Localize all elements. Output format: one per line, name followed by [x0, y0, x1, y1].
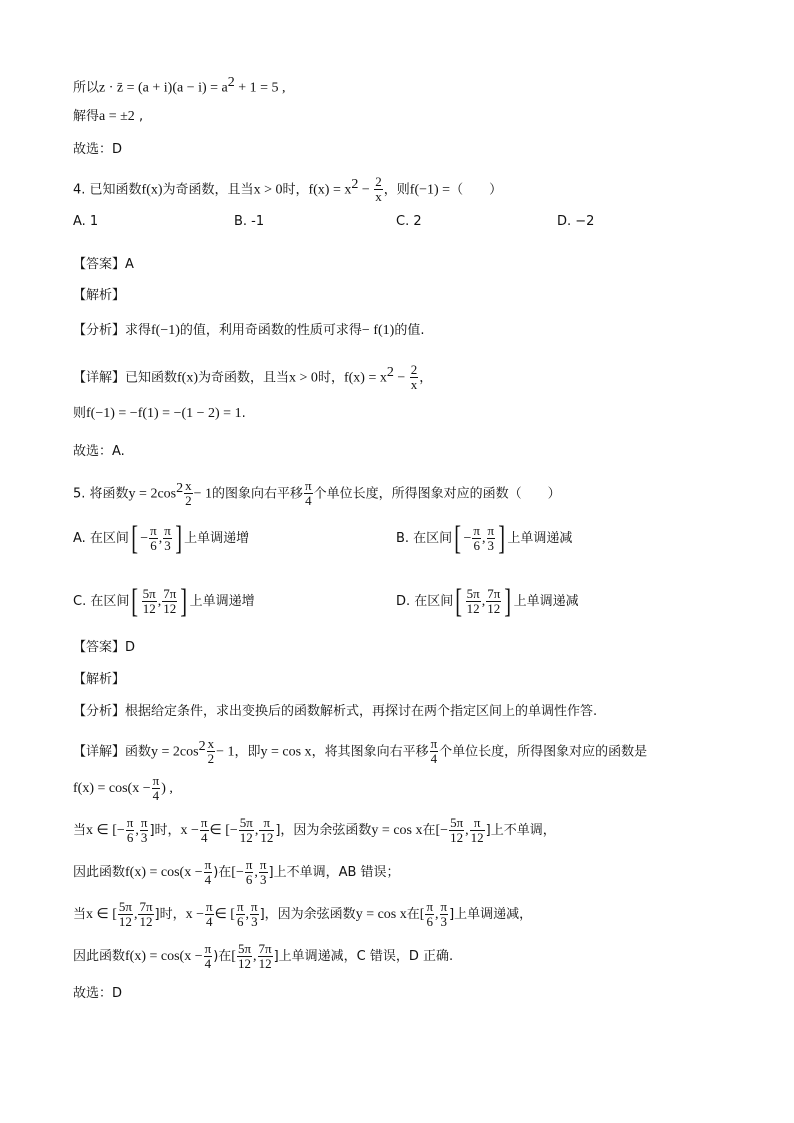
math: −: [140, 531, 149, 546]
q4-option-d: D. −2: [557, 214, 595, 229]
fraction: [304, 479, 313, 508]
fraction: [149, 524, 158, 553]
text: )在: [213, 949, 232, 964]
text: 上单调递增: [189, 594, 255, 609]
text: ]上单调递减，: [449, 907, 533, 922]
fraction: [138, 900, 153, 929]
denominator: 12: [118, 914, 132, 929]
text: 【详解】函数: [73, 744, 152, 760]
q3-choose: 故选：D: [73, 142, 123, 157]
numerator: π: [305, 478, 312, 494]
text: ,: [134, 109, 144, 124]
text: )在: [213, 865, 232, 880]
numerator: π: [259, 816, 274, 831]
denominator: 4: [204, 956, 212, 971]
comma: ,: [481, 594, 486, 609]
q5-fenxi: 【分析】根据给定条件，求出变换后的函数解析式，再探讨在两个指定区间上的单调性作答.: [73, 704, 598, 719]
comma: ,: [157, 594, 162, 609]
text: ]时，: [149, 823, 181, 838]
fraction: [410, 363, 419, 392]
numerator: 7π: [258, 941, 272, 956]
math: y = cos x: [260, 744, 312, 760]
numerator: 5π: [239, 815, 253, 830]
fraction: [118, 900, 133, 929]
math: f(x) = cos(x −: [125, 865, 203, 880]
numerator: 2: [375, 174, 382, 190]
math: ∈ [−: [209, 823, 238, 838]
text: 时，: [282, 182, 309, 198]
denominator: 4: [200, 830, 208, 845]
text: D. 在区间: [396, 594, 454, 609]
fraction: [184, 479, 193, 508]
numerator: π: [204, 941, 212, 956]
numerator: π: [426, 899, 434, 914]
denominator: 3: [140, 830, 148, 845]
bracket: ]: [175, 519, 182, 557]
denominator: 6: [473, 538, 480, 553]
blank-paren: （ ）: [450, 182, 503, 198]
text: ]上不单调，: [485, 823, 556, 838]
exponent: 2: [198, 739, 206, 754]
comma: ,: [245, 907, 250, 922]
q5-detail-4: [73, 856, 400, 890]
text: 所以: [73, 80, 100, 96]
text: ，将其图象向右平移: [311, 744, 429, 760]
numerator: π: [140, 815, 148, 830]
math-fx: f(x): [141, 182, 163, 198]
q4-option-c: C. 2: [396, 214, 422, 229]
math: ∈ [: [214, 907, 235, 922]
numerator: π: [200, 815, 208, 830]
numerator: 7π: [487, 586, 501, 601]
text: 4. 已知函数: [73, 182, 142, 198]
text: 【分析】求得: [73, 323, 152, 338]
minus: −: [393, 370, 409, 386]
q5-detail-2: [73, 772, 173, 806]
text: 为奇函数，且当: [162, 182, 254, 198]
fraction: [126, 816, 135, 845]
math: f(x) = cos(x −: [125, 949, 203, 964]
comma: ,: [135, 823, 139, 838]
denominator: 12: [487, 601, 501, 616]
q4-option-a: A. 1: [73, 214, 99, 229]
q4-calc: [73, 405, 246, 423]
math: f(x): [177, 370, 199, 386]
text: ]时，: [154, 907, 186, 922]
math: f(−1): [151, 323, 180, 338]
q4-fenxi: [73, 322, 424, 340]
comma: ,: [465, 823, 469, 838]
numerator: π: [150, 523, 157, 538]
bracket: ]: [180, 582, 188, 620]
text: 当: [73, 907, 87, 922]
math: y = 2cos: [128, 486, 177, 502]
q5-option-b: [396, 518, 572, 560]
text: ]上不单调，AB 错误；: [268, 865, 400, 880]
text: ]上单调递减，C 错误，D 正确.: [273, 949, 454, 964]
fraction: [374, 175, 383, 204]
fraction: [205, 900, 214, 929]
fraction: [142, 587, 157, 616]
text: ]，因为余弦函数: [259, 907, 356, 922]
q4-analysis-heading: 【解析】: [73, 288, 126, 303]
text: 时，: [317, 370, 344, 386]
denominator: 3: [487, 538, 495, 553]
denominator: 12: [139, 914, 153, 929]
text: 为奇函数，且当: [198, 370, 290, 386]
math: − f(1): [361, 323, 395, 338]
text: ]，因为余弦函数: [275, 823, 372, 838]
fraction: [259, 858, 268, 887]
numerator: π: [236, 899, 244, 914]
fraction: [466, 587, 481, 616]
text: 的值.: [394, 323, 425, 338]
comma: ,: [158, 531, 163, 546]
math: x ∈ [−: [86, 823, 125, 838]
numerator: π: [487, 523, 495, 538]
numerator: π: [251, 899, 258, 914]
q5-choose: 故选：D: [73, 986, 123, 1001]
text: 因此函数: [73, 949, 126, 964]
comma: ,: [482, 531, 486, 546]
text: .: [241, 406, 246, 421]
math: y = cos x: [355, 907, 407, 922]
math: [: [231, 949, 236, 964]
numerator: π: [440, 899, 448, 914]
text: 当: [73, 823, 87, 838]
numerator: π: [470, 816, 485, 831]
text: 【详解】已知函数: [73, 370, 178, 386]
math: − 1: [193, 486, 213, 502]
fraction: [162, 587, 177, 616]
numerator: 7π: [163, 586, 177, 601]
fraction: [245, 858, 254, 887]
denominator: 4: [206, 914, 213, 929]
bracket: [: [131, 582, 139, 620]
text: 解得: [73, 109, 100, 124]
numerator: π: [164, 523, 171, 538]
text: 上单调递减: [507, 531, 573, 546]
q5-option-c: [73, 581, 255, 623]
q5-detail-3: [73, 814, 556, 848]
numerator: 5π: [118, 899, 132, 914]
fraction: [239, 816, 254, 845]
bracket: [: [131, 519, 138, 557]
numerator: x: [185, 478, 192, 494]
text: 5. 将函数: [73, 486, 129, 502]
math: [−: [231, 865, 244, 880]
comma: ,: [133, 907, 138, 922]
denominator: 2: [185, 493, 192, 509]
q3-line-solve: [73, 108, 143, 126]
text: 则: [73, 406, 87, 421]
denominator: 3: [259, 872, 267, 887]
q5-analysis-heading: 【解析】: [73, 672, 126, 687]
text: ，则: [383, 182, 410, 198]
numerator: π: [206, 899, 213, 914]
math: [−: [435, 823, 449, 838]
fraction: [425, 900, 434, 929]
fraction: [430, 737, 439, 766]
comma: ,: [254, 823, 259, 838]
fraction: [259, 816, 274, 845]
fraction: [440, 900, 449, 929]
fraction: [472, 524, 481, 553]
text: 因此函数: [73, 865, 126, 880]
math: −: [463, 531, 472, 546]
numerator: 5π: [466, 586, 480, 601]
fraction: [258, 942, 273, 971]
text: 上单调递减: [513, 594, 579, 609]
math: x > 0: [289, 370, 318, 386]
exponent: 2: [227, 75, 235, 90]
q5-option-d: [396, 581, 579, 623]
exponent: 2: [176, 481, 184, 496]
fraction: [449, 816, 464, 845]
minus: −: [358, 182, 374, 198]
math: f(x) = x: [343, 370, 387, 386]
text: A. 在区间: [73, 531, 129, 546]
denominator: 12: [163, 601, 177, 616]
denominator: 3: [251, 914, 258, 929]
numerator: π: [245, 857, 253, 872]
text: B. 在区间: [396, 531, 453, 546]
q4-detail: [73, 356, 432, 395]
math: x ∈ [: [86, 907, 117, 922]
denominator: x: [410, 377, 418, 393]
exponent: 2: [386, 365, 394, 380]
denominator: 4: [305, 493, 312, 509]
q5-answer: 【答案】D: [73, 640, 136, 655]
math-tail: + 1 = 5 ,: [234, 80, 286, 96]
math: y = 2cos: [151, 744, 199, 760]
fraction: [200, 816, 209, 845]
text: 在: [406, 907, 420, 922]
math: y = cos x: [371, 823, 423, 838]
fraction: [163, 524, 172, 553]
fraction: [487, 524, 496, 553]
math-ask: f(−1) =: [409, 182, 451, 198]
fraction: [207, 737, 216, 766]
numerator: x: [207, 736, 215, 752]
q5-option-a: [73, 518, 249, 560]
denominator: 3: [440, 914, 448, 929]
q3-line-product: [73, 74, 286, 97]
denominator: 6: [236, 914, 244, 929]
text: 在: [422, 823, 436, 838]
q4-answer: 【答案】A: [73, 257, 134, 272]
text: ，即: [234, 744, 261, 760]
text: 上单调递增: [184, 531, 250, 546]
comma: ,: [254, 865, 258, 880]
denominator: 12: [470, 830, 484, 845]
fraction: [152, 774, 161, 803]
math: f(x) = cos(x −: [73, 781, 151, 796]
math: ) ,: [161, 781, 173, 796]
bracket: ]: [504, 582, 512, 620]
text: C. 在区间: [73, 594, 130, 609]
fraction: [204, 858, 213, 887]
numerator: π: [473, 523, 480, 538]
denominator: 4: [204, 872, 212, 887]
comma: ,: [435, 907, 439, 922]
fraction: [486, 587, 501, 616]
q4-option-b: B. -1: [234, 214, 265, 229]
denominator: 6: [126, 830, 134, 845]
q5-detail-1: [73, 730, 647, 769]
math-cond: x > 0: [253, 182, 283, 198]
numerator: 5π: [237, 941, 252, 956]
numerator: π: [430, 736, 438, 752]
numerator: 5π: [450, 815, 464, 830]
denominator: 6: [245, 872, 253, 887]
math: f(−1) = −f(1) = −(1 − 2) = 1: [86, 406, 242, 421]
denominator: x: [375, 189, 382, 205]
denominator: 12: [450, 830, 464, 845]
bracket: ]: [498, 519, 506, 557]
q4-choose: 故选：A.: [73, 444, 125, 459]
numerator: 7π: [139, 899, 153, 914]
fraction: [140, 816, 149, 845]
denominator: 12: [237, 956, 251, 971]
fraction: [250, 900, 259, 929]
math-solution: a = ±2: [99, 109, 135, 124]
denominator: 4: [152, 788, 160, 803]
fraction: [204, 942, 213, 971]
numerator: 5π: [142, 586, 156, 601]
numerator: π: [126, 815, 134, 830]
q5-detail-6: [73, 940, 453, 974]
exponent: 2: [351, 177, 359, 192]
bracket: [: [455, 582, 463, 620]
math-product: z · z̄ = (a + i)(a − i) = a: [99, 80, 228, 96]
comma: ,: [253, 949, 257, 964]
denominator: 4: [430, 751, 438, 767]
text: ，: [419, 370, 433, 386]
numerator: π: [204, 857, 212, 872]
denominator: 12: [258, 956, 272, 971]
numerator: π: [152, 773, 160, 788]
denominator: 6: [150, 538, 157, 553]
denominator: 2: [207, 751, 215, 767]
math: [: [419, 907, 425, 922]
math: − 1: [216, 744, 235, 760]
text: 个单位长度，所得图象对应的函数是: [439, 744, 648, 760]
numerator: 2: [410, 362, 418, 378]
math: x −: [180, 823, 199, 838]
numerator: π: [259, 857, 267, 872]
math: x −: [185, 907, 205, 922]
q5-detail-5: [73, 898, 532, 932]
q5-stem: [73, 472, 561, 511]
denominator: 6: [426, 914, 433, 929]
fraction: [236, 900, 245, 929]
denominator: 12: [466, 601, 480, 616]
denominator: 12: [239, 830, 253, 845]
text: 的图象向右平移: [212, 486, 304, 502]
denominator: 12: [142, 601, 156, 616]
fraction: [237, 942, 252, 971]
q4-stem: [73, 168, 502, 207]
fraction: [470, 816, 485, 845]
text: 的值，利用奇函数的性质可求得: [179, 323, 362, 338]
denominator: 3: [164, 538, 171, 553]
bracket: [: [454, 519, 462, 557]
math-eq: f(x) = x: [308, 182, 352, 198]
denominator: 12: [260, 830, 274, 845]
text: 个单位长度，所得图象对应的函数（ ）: [313, 486, 561, 502]
